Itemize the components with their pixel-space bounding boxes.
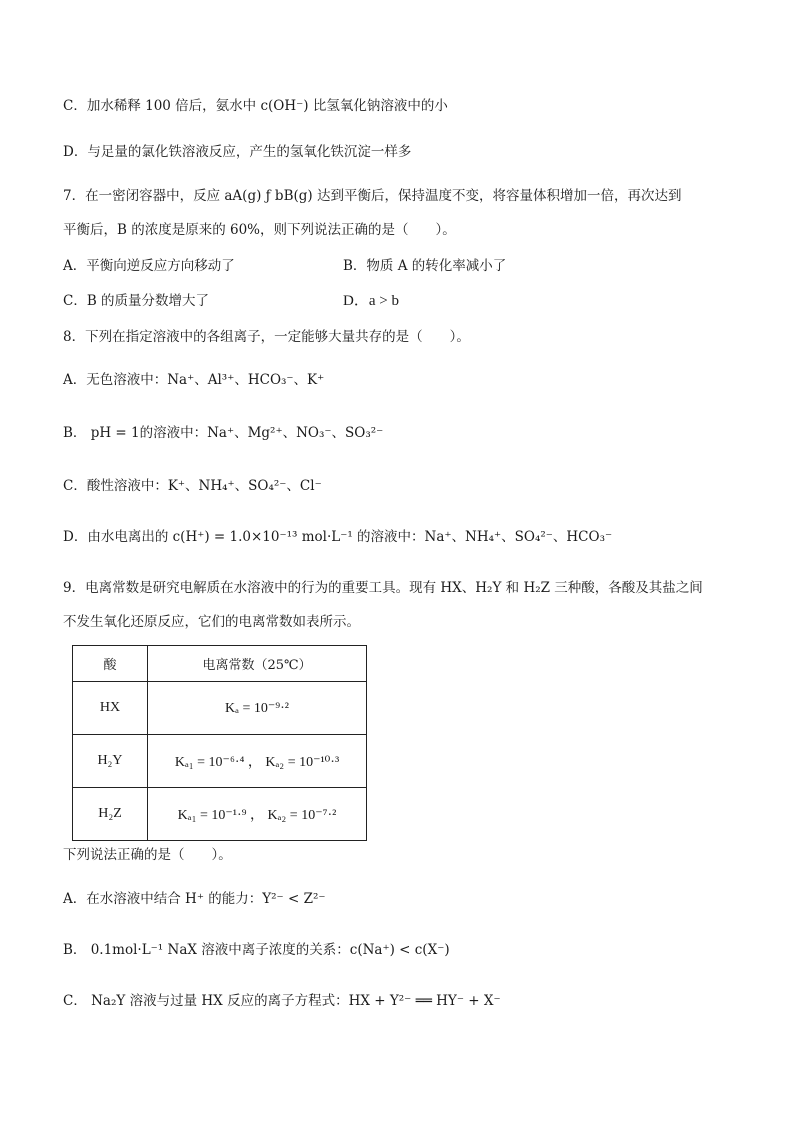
table-cell-constant: Kₐ₁ = 10⁻⁶·⁴ ， Kₐ₂ = 10⁻¹⁰·³ <box>148 735 367 788</box>
table-row <box>73 682 367 735</box>
table-cell-acid: H₂Z <box>73 788 148 841</box>
question-9-stem-line1: 9．电离常数是研究电解质在水溶液中的行为的重要工具。现有 HX、H₂Y 和 H₂Z 三种酸，各酸及其盐之间 <box>63 580 703 596</box>
question-8-option-a: A．无色溶液中：Na⁺、Al³⁺、HCO₃⁻、K⁺ <box>63 372 325 388</box>
ionization-constant-table <box>72 645 367 841</box>
question-9-option-b: B． 0.1mol·L⁻¹ NaX 溶液中离子浓度的关系：c(Na⁺) < c(X⁻) <box>63 942 450 958</box>
question-6-option-d: D．与足量的氯化铁溶液反应，产生的氢氧化铁沉淀一样多 <box>63 144 412 160</box>
table-row <box>73 735 367 788</box>
question-8-option-d: D．由水电离出的 c(H⁺) = 1.0×10⁻¹³ mol·L⁻¹ 的溶液中：Na⁺、NH₄⁺、SO₄²⁻、HCO₃⁻ <box>63 529 613 545</box>
question-8-option-c: C．酸性溶液中：K⁺、NH₄⁺、SO₄²⁻、Cl⁻ <box>63 478 322 494</box>
question-7-option-a: A．平衡向逆反应方向移动了 <box>63 258 235 274</box>
question-9-stem-line2: 不发生氧化还原反应，它们的电离常数如表所示。 <box>63 614 360 630</box>
table-header-acid: 酸 <box>73 646 148 682</box>
question-9-option-c: C． Na₂Y 溶液与过量 HX 反应的离子方程式：HX + Y²⁻ ══ HY⁻ + X⁻ <box>63 993 501 1009</box>
question-7-stem-line1: 7．在一密闭容器中，反应 aA(g) ƒ bB(g) 达到平衡后，保持温度不变，将容量体积增加一倍，再次达到 <box>63 188 682 204</box>
question-7-stem-line2: 平衡后，B 的浓度是原来的 60%，则下列说法正确的是（ ）。 <box>63 222 456 238</box>
question-7-option-b: B．物质 A 的转化率减小了 <box>343 258 507 274</box>
question-8-stem: 8．下列在指定溶液中的各组离子，一定能够大量共存的是（ ）。 <box>63 329 470 345</box>
question-9-prompt: 下列说法正确的是（ ）。 <box>63 847 232 863</box>
question-6-option-c: C．加水稀释 100 倍后，氨水中 c(OH⁻) 比氢氧化钠溶液中的小 <box>63 98 448 114</box>
question-7-option-d: D．a > b <box>343 293 399 309</box>
table-cell-acid: H₂Y <box>73 735 148 788</box>
table-cell-acid: HX <box>73 682 148 735</box>
table-row <box>73 788 367 841</box>
table-cell-constant: Kₐ = 10⁻⁹·² <box>148 682 367 735</box>
table-cell-constant: Kₐ₁ = 10⁻¹·⁹ ， Kₐ₂ = 10⁻⁷·² <box>148 788 367 841</box>
table-header-row <box>73 646 367 682</box>
question-9-option-a: A．在水溶液中结合 H⁺ 的能力：Y²⁻ < Z²⁻ <box>63 891 326 907</box>
question-7-option-c: C．B 的质量分数增大了 <box>63 293 210 309</box>
table-header-constant: 电离常数（25℃） <box>148 646 367 682</box>
question-8-option-b: B． pH = 1的溶液中：Na⁺、Mg²⁺、NO₃⁻、SO₃²⁻ <box>63 425 384 441</box>
